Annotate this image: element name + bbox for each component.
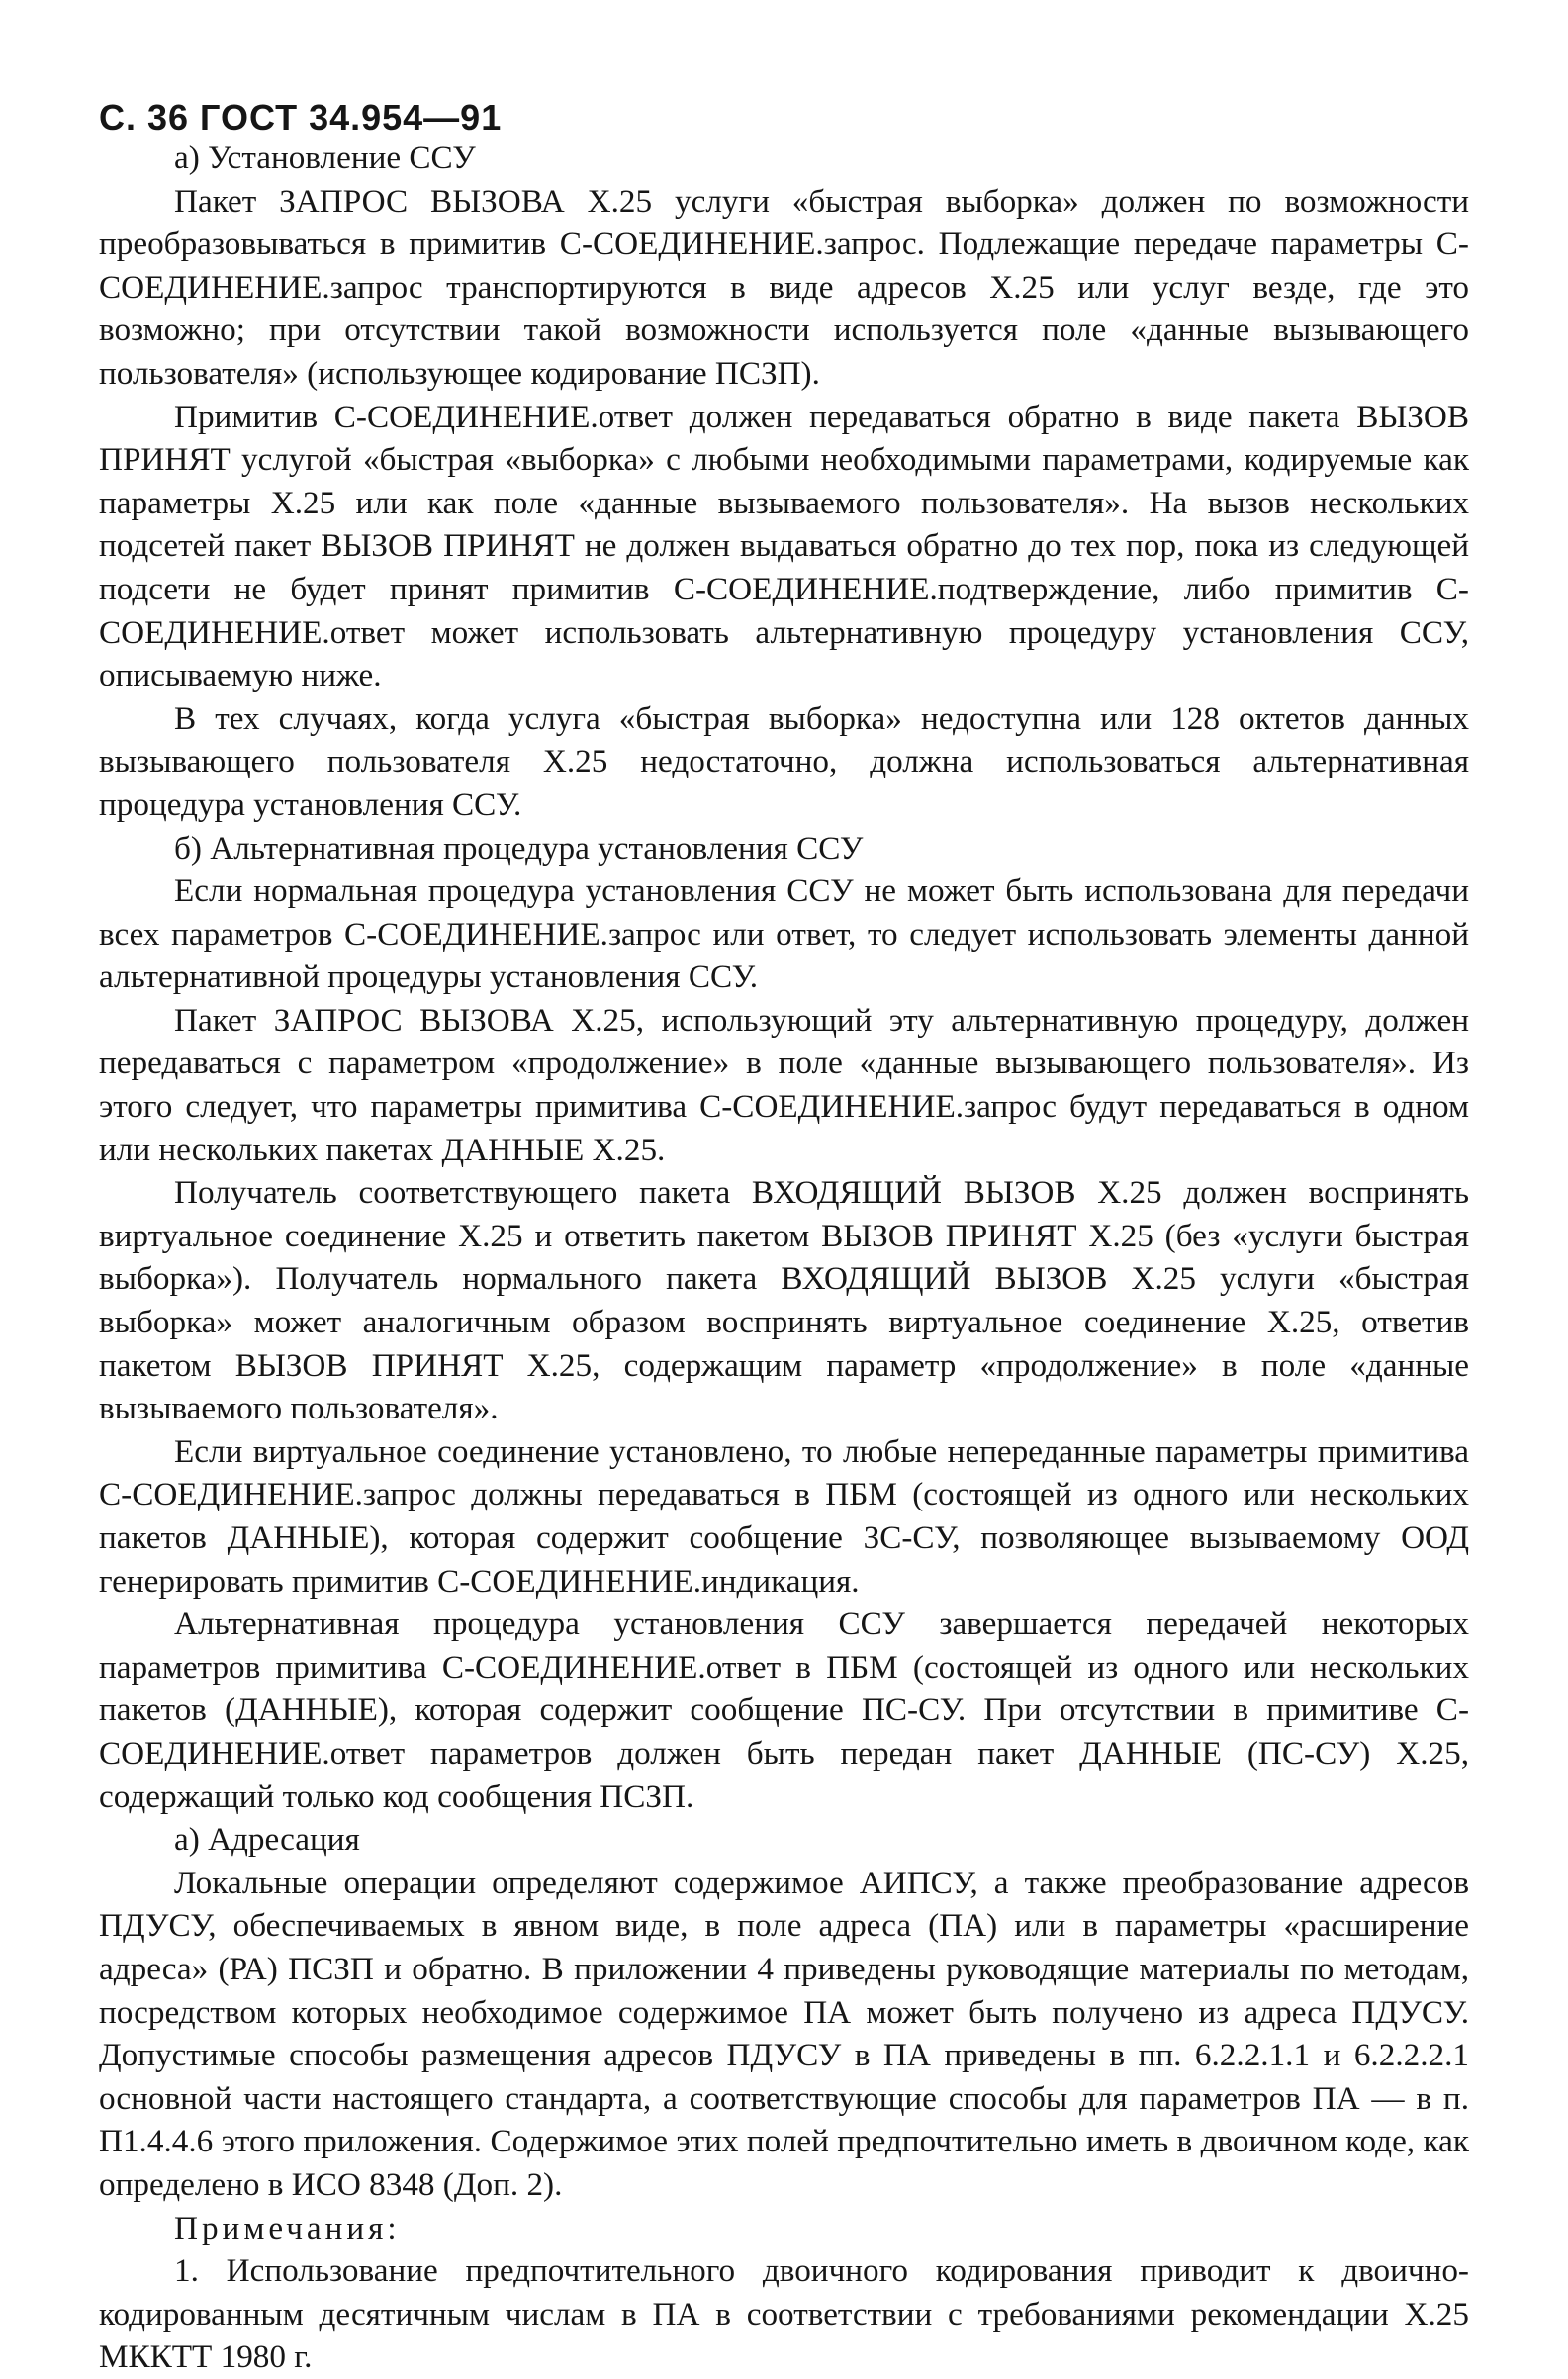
paragraph: Примитив С-СОЕДИНЕНИЕ.ответ должен передаваться обратно в виде пакета ВЫЗОВ ПРИНЯТ услугой «быстрая «выборка» с любыми необходимыми параметрами, кодируемые как параметры Х.25 или как поле «данные вызываемого пользователя». На вызов нескольких подсетей пакет ВЫЗОВ ПРИНЯТ не должен выдаваться обратно до тех пор, пока из следующей подсети не будет принят примитив С-СОЕДИНЕНИЕ.подтверждение, либо примитив С-СОЕДИНЕНИЕ.ответ может использовать альтернативную процедуру установления ССУ, описываемую ниже. <box>99 398 1469 694</box>
paragraph: Локальные операции определяют содержимое АИПСУ, а также преобразование адресов ПДУСУ, обеспечиваемых в явном виде, в поле адреса (ПА) или в параметры «расширение адреса» (РА) ПСЗП и обратно. В приложении 4 приведены руководящие материалы по методам, посредством которых необходимое содержимое ПА может быть получено из адреса ПДУСУ. Допустимые способы размещения адресов ПДУСУ в ПА приведены в пп. 6.2.2.1.1 и 6.2.2.2.1 основной части настоящего стандарта, а соответствующие способы для параметров ПА — в п. П1.4.4.6 этого приложения. Содержимое этих полей предпочтительно иметь в двоичном коде, как определено в ИСО 8348 (Доп. 2). <box>99 1864 1469 2203</box>
section-heading-addressing: а) Адресация <box>174 1821 360 1859</box>
paragraph: Если нормальная процедура установления ССУ не может быть использована для передачи всех параметров С-СОЕДИНЕНИЕ.запрос или ответ, то следует использовать элементы данной альтернативной процедуры установления ССУ. <box>99 872 1469 996</box>
page-header: С. 36 ГОСТ 34.954—91 <box>99 97 503 137</box>
document-body <box>99 137 1469 2379</box>
paragraph: Пакет ЗАПРОС ВЫЗОВА Х.25, использующий эту альтернативную процедуру, должен передаваться с параметром «продолжение» в поле «данные вызывающего пользователя». Из этого следует, что параметры примитива С-СОЕДИНЕНИЕ.запрос будут передаваться в одном или нескольких пакетах ДАННЫЕ Х.25. <box>99 1001 1469 1168</box>
paragraph: В тех случаях, когда услуга «быстрая выборка» недоступна или 128 октетов данных вызывающего пользователя Х.25 недостаточно, должна использоваться альтернативная процедура установления ССУ. <box>99 699 1469 823</box>
paragraph: Пакет ЗАПРОС ВЫЗОВА Х.25 услуги «быстрая выборка» должен по возможности преобразовываться в примитив С-СОЕДИНЕНИЕ.запрос. Подлежащие передаче параметры С-СОЕДИНЕНИЕ.запрос транспортируются в виде адресов Х.25 или услуг везде, где это возможно; при отсутствии такой возможности используется поле «данные вызывающего пользователя» (использующее кодирование ПСЗП). <box>99 182 1469 392</box>
section-heading-b: б) Альтернативная процедура установления ССУ <box>174 829 864 867</box>
paragraph: Получатель соответствующего пакета ВХОДЯЩИЙ ВЫЗОВ Х.25 должен воспринять виртуальное соединение Х.25 и ответить пакетом ВЫЗОВ ПРИНЯТ Х.25 (без «услуги быстрая выборка»). Получатель нормального пакета ВХОДЯЩИЙ ВЫЗОВ Х.25 услуги «быстрая выборка» может аналогичным образом воспринять виртуальное соединение Х.25, ответив пакетом ВЫЗОВ ПРИНЯТ Х.25, содержащим параметр «продолжение» в поле «данные вызываемого пользователя». <box>99 1174 1469 1427</box>
paragraph: Альтернативная процедура установления ССУ завершается передачей некоторых параметров примитива С-СОЕДИНЕНИЕ.ответ в ПБМ (состоящей из одного или нескольких пакетов (ДАННЫЕ), которая содержит сообщение ПС-СУ. При отсутствии в примитиве С-СОЕДИНЕНИЕ.ответ параметров должен быть передан пакет ДАННЫЕ (ПС-СУ) Х.25, содержащий только код сообщения ПСЗП. <box>99 1605 1469 1815</box>
note-item: 1. Использование предпочтительного двоичного кодирования приводит к двоично-кодированным десятичным числам в ПА в соответствии с требованиями рекомендации Х.25 МККТТ 1980 г. <box>99 2252 1469 2376</box>
notes-heading: Примечания: <box>174 2209 401 2246</box>
section-heading-a: а) Установление ССУ <box>174 139 476 176</box>
paragraph: Если виртуальное соединение установлено, то любые непереданные параметры примитива С-СОЕДИНЕНИЕ.запрос должны передаваться в ПБМ (состоящей из одного или нескольких пакетов ДАННЫЕ), которая содержит сообщение ЗС-СУ, позволяющее вызываемому ООД генерировать примитив С-СОЕДИНЕНИЕ.индикация. <box>99 1432 1469 1600</box>
